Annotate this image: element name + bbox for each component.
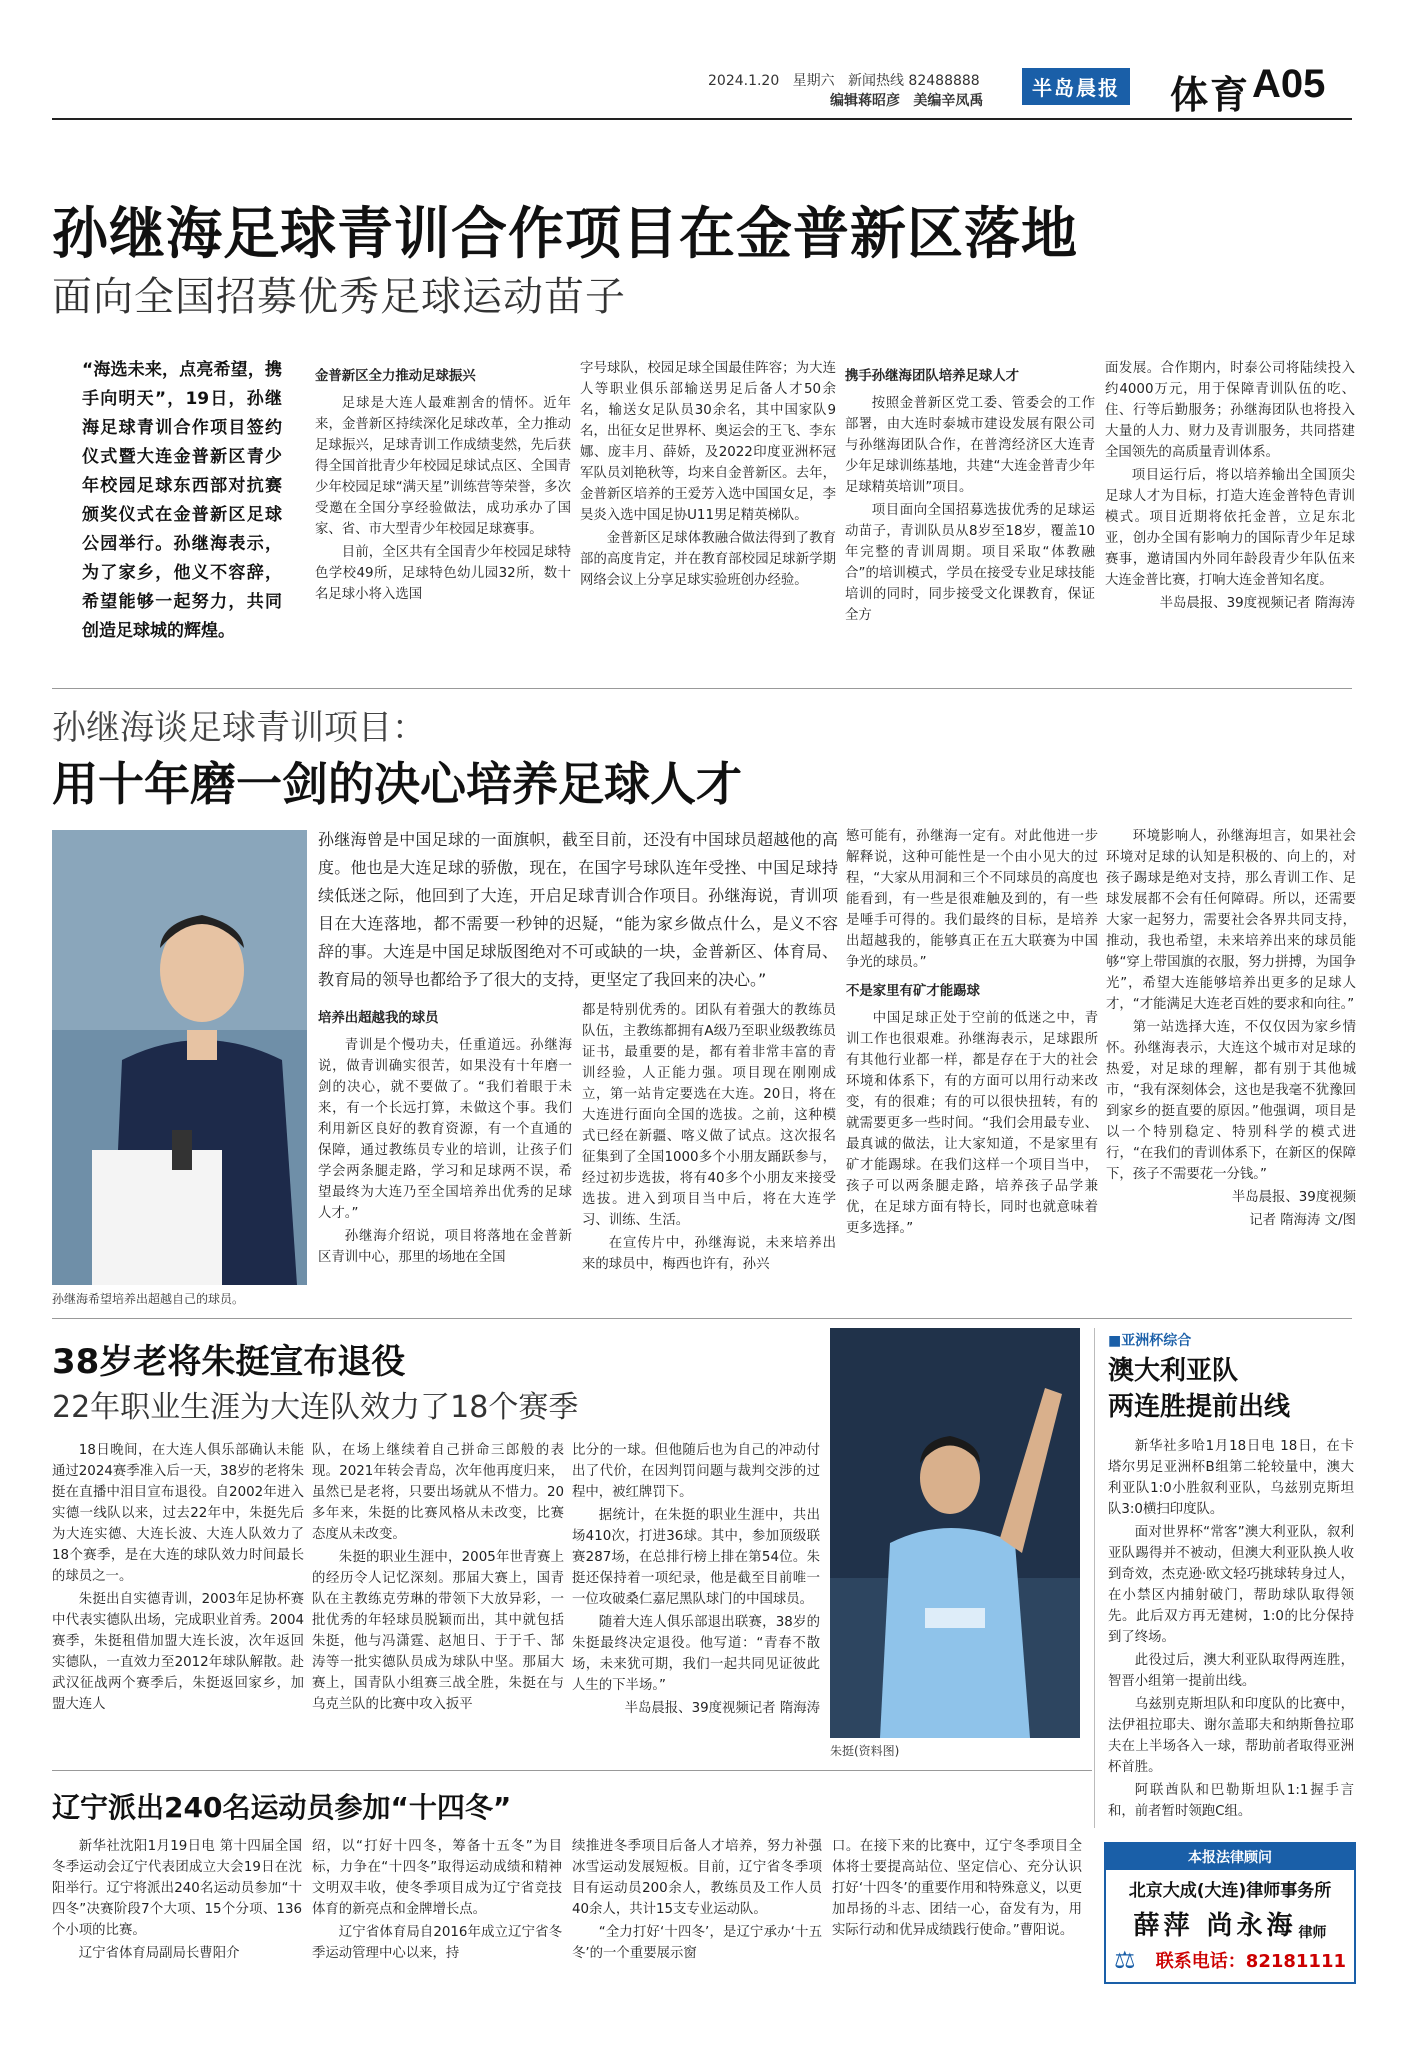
paragraph: 项目面向全国招募选拔优秀的足球运动苗子，青训队员从8岁至18岁，覆盖10年完整的青训周期。项目采取“体教融合”的培训模式，学员在接受专业足球技能培训的同时，同步接受文化课教育，保证全方 bbox=[845, 503, 1095, 623]
story2-photo-caption: 孙继海希望培养出超越自己的球员。 bbox=[52, 1292, 245, 1306]
paragraph: 新华社沈阳1月19日电 第十四届全国冬季运动会辽宁代表团成立大会19日在沈阳举行。辽宁将派出240名运动员参加“十四冬”决赛阶段7个大项、15个分项、136个小项的比赛。 bbox=[52, 1839, 302, 1938]
story3-col-a bbox=[52, 1440, 304, 1740]
story1-title: 孙继海足球青训合作项目在金普新区落地 bbox=[52, 202, 1078, 267]
paragraph: 环境影响人，孙继海坦言，如果社会环境对足球的认知是积极的、向上的，对孩子踢球是绝对支持，那么青训工作、足球发展都不会有任何障碍。所以，还需要大家一起努力，需要社会各界共同支持，推动，我也希望，未来培养出来的球员能够“穿上带国旗的衣服，努力拼搏，为国争光”，希望大连能够培养出更多的足球人才，“才能满足大连老百姓的要求和向往。” bbox=[1106, 829, 1356, 1012]
paragraph: 朱挺的职业生涯中，2005年世青赛上的经历令人记忆深刻。那届大赛上，国青队在主教练克劳琳的带领下大放异彩，一批优秀的年轻球员脱颖而出，其中就包括朱挺，他与冯潇霆、赵旭日、于于千、郜涛等一批实德队员成为球队中坚。那届大赛上，国青队小组赛三战全胜，朱挺在与乌克兰队的比赛中攻入扳平 bbox=[312, 1550, 564, 1712]
paragraph: 第一站选择大连，不仅仅因为家乡情怀。孙继海表示，大连这个城市对足球的热爱，对足球的理解，都有别于其他城市，“我有深刻体会，这也是我毫不犹豫回到家乡的挺直要的原因。”他强调，项目是以一个特别稳定、特别科学的模式进行，“在我们的青训体系下，在新区的保障下，孩子不需要花一分钱。” bbox=[1106, 1020, 1356, 1182]
story2-col-b bbox=[582, 1000, 836, 1300]
header-date: 2024.1.20 bbox=[708, 73, 780, 89]
sidebar-title-line2: 两连胜提前出线 bbox=[1108, 1392, 1291, 1422]
story1-subhead-c: 携手孙继海团队培养足球人才 bbox=[845, 369, 1020, 384]
story4-col-a bbox=[52, 1836, 302, 1996]
story2-col-c bbox=[846, 826, 1098, 1296]
section-name: 体育 bbox=[1170, 73, 1251, 117]
header-editor: 编辑蒋昭彦 bbox=[830, 93, 900, 109]
paragraph: 口。在接下来的比赛中，辽宁冬季项目全体将士要提高站位、坚定信心、充分认识打好‘十四冬’的重要作用和特殊意义，以更加昂扬的斗志、团结一心，奋发有为，用实际行动和优异成绩践行使命。”曹阳说。 bbox=[832, 1839, 1082, 1938]
paragraph: 目前，全区共有全国青少年校园足球特色学校49所，足球特色幼儿园32所，数十名足球小将入选国 bbox=[315, 545, 571, 602]
story3-subtitle: 22年职业生涯为大连队效力了18个赛季 bbox=[52, 1390, 579, 1425]
story1-col-c bbox=[845, 358, 1095, 658]
scales-icon: ⚖ bbox=[1114, 1946, 1136, 1974]
story2-lead: 孙继海曾是中国足球的一面旗帜，截至目前，还没有中国球员超越他的高度。他也是大连足球的骄傲，现在，在国字号球队连年受挫、中国足球持续低迷之际，他回到了大连，开启足球青训合作项目。孙继海说，青训项目在大连落地，都不需要一秒钟的迟疑，“能为家乡做点什么，是义不容辞的事。大连是中国足球版图绝对不可或缺的一块，金普新区、体育局、教育局的领导也都给予了很大的支持，更坚定了我回来的决心。” bbox=[318, 830, 838, 989]
story2-byline-2: 记者 隋海涛 文/图 bbox=[1249, 1213, 1356, 1228]
story3-title: 38岁老将朱挺宣布退役 bbox=[52, 1342, 406, 1382]
ad-names-row bbox=[1106, 1905, 1354, 1942]
story1-col-d bbox=[1105, 358, 1355, 678]
paragraph: 面对世界杯“常客”澳大利亚队，叙利亚队踢得并不被动，但澳大利亚队换人收到奇效，杰克逊·欧文轻巧挑球转身过人，在小禁区内捕射破门，帮助球队取得领先。此后双方再无建树，1:0的比分保持到了终场。 bbox=[1108, 1525, 1354, 1645]
story1-lead: “海选未来，点亮希望，携手向明天”，19日，孙继海足球青训合作项目签约仪式暨大连金普新区青少年校园足球东西部对抗赛颁奖仪式在金普新区足球公园举行。孙继海表示，为了家乡，他义不容辞，希望能够一起努力，共同创造足球城的辉煌。 bbox=[82, 360, 282, 641]
paragraph: 金普新区足球体教融合做法得到了教育部的高度肯定，并在教育部校园足球新学期网络会议上分享足球实验班创办经验。 bbox=[580, 531, 836, 588]
ad-names: 薛萍 尚永海 bbox=[1133, 1911, 1297, 1941]
paragraph: 都是特别优秀的。团队有着强大的教练员队伍，主教练都拥有A级乃至职业级教练员证书，最重要的是，都有着非常丰富的青训经验，人正能力强。项目现在刚刚成立，第一站肯定要选在大连。20日，将在大连进行面向全国的选拔。之前，这种模式已经在新疆、喀义做了试点。这次报名征集到了全国1000多个小朋友踊跃参与，经过初步选拔，将有40多个小朋友来接受选拔。进入到项目当中后，将在大连学习、训练、生活。 bbox=[582, 1003, 836, 1228]
ad-firm: 北京大成(大连)律师事务所 bbox=[1128, 1881, 1332, 1901]
paragraph: 在宣传片中，孙继海说，未来培养出来的球员中，梅西也许有，孙兴 bbox=[582, 1236, 836, 1272]
story1-subhead-a: 金普新区全力推动足球振兴 bbox=[315, 369, 476, 384]
story3-byline: 半岛晨报、39度视频记者 隋海涛 bbox=[624, 1701, 820, 1716]
story1-col-b bbox=[580, 358, 836, 658]
paragraph: 比分的一球。但他随后也为自己的冲动付出了代价，在因判罚问题与裁判交涉的过程中，被红牌罚下。 bbox=[572, 1443, 820, 1500]
story4-col-c bbox=[572, 1836, 822, 1996]
paragraph: 新华社多哈1月18日电 18日，在卡塔尔男足亚洲杯B组第二轮较量中，澳大利亚队1:0小胜叙利亚队，乌兹别克斯坦队3:0横扫印度队。 bbox=[1108, 1439, 1354, 1517]
paper-logo: 半岛晨报 bbox=[1022, 68, 1130, 105]
story2-byline: 半岛晨报、39度视频 bbox=[1231, 1190, 1356, 1205]
header-editors bbox=[830, 90, 983, 110]
paragraph: “全力打好‘十四冬’，是辽宁承办‘十五冬’的一个重要展示窗 bbox=[572, 1925, 822, 1961]
paragraph: 续推进冬季项目后备人才培养，努力补强冰雪运动发展短板。目前，辽宁省冬季项目有运动员200余人，教练员及工作人员40余人，共计15支专业运动队。 bbox=[572, 1839, 822, 1917]
story4-col-d bbox=[832, 1836, 1082, 1996]
header-date-line bbox=[708, 70, 980, 90]
sun-jihai-illustration bbox=[52, 830, 307, 1285]
paragraph: 足球是大连人最难割舍的情怀。近年来，金普新区持续深化足球改革，全力推动足球振兴，足球青训工作成绩斐然，先后获得全国首批青少年校园足球试点区、全国青少年校园足球“满天星”训练营等荣誉，多次受邀在全国分享经验做法，成功承办了国家、省、市大型青少年校园足球赛事。 bbox=[315, 396, 571, 537]
ad-suffix: 律师 bbox=[1298, 1925, 1327, 1941]
story4-title: 辽宁派出240名运动员参加“十四冬” bbox=[52, 1791, 512, 1824]
sidebar-title-line1: 澳大利亚队 bbox=[1108, 1356, 1239, 1386]
page-number: A05 bbox=[1252, 62, 1326, 106]
story2-kicker: 孙继海谈足球青训项目： bbox=[52, 708, 426, 748]
divider bbox=[52, 1318, 1352, 1319]
sun-jihai-photo bbox=[52, 830, 307, 1285]
divider bbox=[52, 1770, 1092, 1771]
paragraph: 阿联酋队和巴勒斯坦队1:1握手言和，前者暂时领跑C组。 bbox=[1108, 1783, 1354, 1819]
paragraph: 18日晚间，在大连人俱乐部确认未能通过2024赛季准入后一天，38岁的老将朱挺在直播中泪目宣布退役。自2002年进入实德一线队以来，过去22年中，朱挺先后为大连实德、大连长波、大连人队效力了18个赛季，是在大连的球队效力时间最长的球员之一。 bbox=[52, 1443, 304, 1584]
paragraph: 孙继海介绍说，项目将落地在金普新区青训中心，那里的场地在全国 bbox=[318, 1229, 572, 1265]
paragraph: 中国足球正处于空前的低迷之中，青训工作也很艰难。孙继海表示，足球跟所有其他行业都一样，都是存在于大的社会环境和体系下，有的方面可以用行动来改变，有的很难；有的可以很快扭转，有的就需要更多一些时间。“我们会用最专业、最真诚的做法，让大家知道，不是家里有矿才能踢球。在我们这样一个项目当中，孩子可以两条腿走路，培养孩子品学兼优，在足球方面有特长，同时也就意味着更多选择。” bbox=[846, 1011, 1098, 1236]
paragraph: 队，在场上继续着自己拼命三郎般的表现。2021年转会青岛，次年他再度归来，虽然已是老将，只要出场就从不惜力。20多年来，朱挺的比赛风格从未改变，比赛态度从未改变。 bbox=[312, 1443, 564, 1542]
story2-col-a bbox=[318, 1000, 572, 1300]
paragraph: 青训是个慢功夫，任重道远。孙继海说，做青训确实很苦，如果没有十年磨一剑的决心，就不要做了。“我们着眼于未来，有一个长远打算，未做这个事。我们利用新区良好的教育资源，有一个直通的保障，通过教练员专业的培训，让孩子们学会两条腿走路，学习和足球两不误，希望最终为大连乃至全国培养出优秀的足球人才。” bbox=[318, 1038, 572, 1221]
story1-subtitle: 面向全国招募优秀足球运动苗子 bbox=[52, 274, 626, 320]
paragraph: 朱挺出自实德青训，2003年足协杯赛中代表实德队出场，完成职业首秀。2004赛季，朱挺租借加盟大连长波，次年返回实德队，一直效力至2012年球队解散。赴武汉征战两个赛季后，朱挺返回家乡，加盟大连人 bbox=[52, 1592, 304, 1712]
story3-col-b bbox=[312, 1440, 564, 1740]
zhu-ting-photo bbox=[830, 1328, 1080, 1738]
story2-subhead-a: 培养出超越我的球员 bbox=[318, 1011, 439, 1026]
story2-col-d bbox=[1106, 826, 1356, 1306]
paragraph: 项目运行后，将以培养输出全国顶尖足球人才为目标，打造大连金普特色青训模式。项目近期将依托金普，立足东北亚，创办全国有影响力的国际青少年足球赛事，邀请国内外同年龄段青少年队伍来大连金普比赛，打响大连金普知名度。 bbox=[1105, 468, 1355, 588]
legal-advisor-ad bbox=[1104, 1842, 1356, 1984]
sidebar-body bbox=[1108, 1436, 1354, 1826]
paragraph: 慜可能有，孙继海一定有。对此他进一步解释说，这种可能性是一个由小见大的过程，“大家从用洞和三个不同球员的高度也能看到，有一些是很难触及到的，有一些是唾手可得的。我们最终的目标，是培养出超越我的，能够真正在五大联赛为中国争光的球员。” bbox=[846, 829, 1098, 970]
header-weekday: 星期六 bbox=[792, 73, 835, 89]
paragraph: 字号球队，校园足球全国最佳阵容；为大连人等职业俱乐部输送男足后备人才50余名，输送女足队员30余名，其中国家队9名，出征女足世界杯、奥运会的王飞、李东娜、庞丰月、薛娇，及2022印度亚洲杯冠军队员刘艳秋等，均来自金普新区。去年，金普新区培养的王爱芳入选中国国女足，李昊炎入选中国足协U11男足精英梯队。 bbox=[580, 361, 836, 523]
story1-col-a bbox=[315, 358, 571, 658]
sidebar-tag: ■亚洲杯综合 bbox=[1108, 1333, 1192, 1349]
paragraph: 据统计，在朱挺的职业生涯中，共出场410次，打进36球。其中，参加顶级联赛287场，在总排行榜上排在第54位。朱挺还保持着一项纪录，他是截至目前唯一一位攻破桑仁嘉尼黑队球门的中国球员。 bbox=[572, 1508, 820, 1607]
header-designer: 美编辛凤禹 bbox=[913, 93, 984, 109]
sidebar-rule bbox=[1094, 1328, 1095, 1828]
paragraph: 随着大连人俱乐部退出联赛，38岁的朱挺最终决定退役。他写道：“青春不散场，未来犹可期，我们一起共同见证彼此人生的下半场。” bbox=[572, 1615, 820, 1693]
ad-header: 本报法律顾问 bbox=[1106, 1844, 1354, 1870]
paragraph: 辽宁省体育局副局长曹阳介 bbox=[78, 1946, 240, 1961]
zhu-ting-illustration bbox=[830, 1328, 1080, 1738]
header-rule bbox=[52, 118, 1352, 120]
paragraph: 乌兹别克斯坦队和印度队的比赛中，法伊祖拉耶夫、谢尔盖耶夫和纳斯鲁拉耶夫在上半场各入一球，帮助前者取得亚洲杯首胜。 bbox=[1108, 1697, 1354, 1775]
header-hotline: 新闻热线 82488888 bbox=[847, 73, 980, 89]
paragraph: 按照金普新区党工委、管委会的工作部署，由大连时泰城市建设发展有限公司与孙继海团队合作，在普湾经济区大连青少年足球训练基地，共建“大连金普青少年足球精英培训”项目。 bbox=[845, 396, 1095, 495]
story3-photo-caption: 朱挺(资料图) bbox=[830, 1744, 900, 1758]
paragraph: 面发展。合作期内，时泰公司将陆续投入约4000万元，用于保障青训队伍的吃、住、行等后勤服务；孙继海团队也将投入大量的人力、财力及青训服务，共同搭建全国领先的高质量青训体系。 bbox=[1105, 361, 1355, 460]
paragraph: 辽宁省体育局自2016年成立辽宁省冬季运动管理中心以来，持 bbox=[312, 1925, 562, 1961]
story4-col-b bbox=[312, 1836, 562, 1996]
ad-phone-row bbox=[1106, 1942, 1354, 1974]
story1-byline: 半岛晨报、39度视频记者 隋海涛 bbox=[1159, 596, 1355, 611]
story2-title: 用十年磨一剑的决心培养足球人才 bbox=[52, 757, 742, 811]
paragraph: 绍，以“打好十四冬，筹备十五冬”为目标，力争在“十四冬”取得运动成绩和精神文明双丰收，使冬季项目成为辽宁省竞技体育的新亮点和金牌增长点。 bbox=[312, 1839, 562, 1917]
ad-phone: 联系电话：82181111 bbox=[1155, 1951, 1346, 1972]
paragraph: 此役过后，澳大利亚队取得两连胜，智晋小组第一提前出线。 bbox=[1108, 1653, 1354, 1689]
story3-col-c bbox=[572, 1440, 820, 1760]
divider bbox=[52, 688, 1352, 689]
story2-subhead-c: 不是家里有矿才能踢球 bbox=[846, 984, 980, 999]
